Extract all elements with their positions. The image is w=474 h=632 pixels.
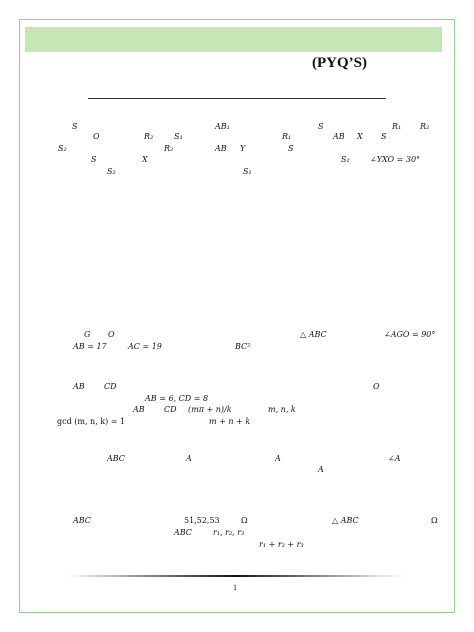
q1-symbol: X (142, 155, 148, 164)
q1-symbol: AB (215, 144, 227, 153)
q2-symbol: BC² (235, 342, 251, 351)
q2-symbol: AB = 17 (73, 342, 107, 351)
header-banner (25, 27, 442, 52)
q5-symbol: Ω (241, 516, 248, 525)
q1-symbol: S (91, 155, 97, 164)
q1-symbol: R₂ (164, 144, 174, 153)
q1-symbol: S₁ (174, 132, 183, 141)
q3-gcd-condition: gcd (m, n, k) = 1 (57, 417, 126, 426)
q3-symbol: O (373, 382, 380, 391)
q1-symbol: S (288, 144, 294, 153)
q4-symbol: ∠A (388, 454, 401, 463)
q3-symbol: CD (164, 405, 177, 414)
q4-symbol: ABC (107, 454, 125, 463)
q1-symbol: R₁ (282, 132, 292, 141)
q1-symbol: S₂ (58, 144, 67, 153)
q1-symbol: X (357, 132, 363, 141)
q1-symbol: R₂ (144, 132, 154, 141)
q3-symbol: AB (133, 405, 145, 414)
q3-symbol: CD (104, 382, 117, 391)
q4-symbol: A (186, 454, 192, 463)
q5-sum-expression: r₁ + r₂ + r₃ (259, 540, 304, 549)
q1-symbol: S₂ (107, 167, 116, 176)
q1-symbol: S (381, 132, 387, 141)
q3-symbol: AB = 6, CD = 8 (145, 394, 209, 403)
q2-symbol: AC = 19 (128, 342, 162, 351)
q1-symbol: S (318, 122, 324, 131)
q3-symbol: m + n + k (209, 417, 251, 426)
q5-symbol: r₁, r₂, r₃ (213, 528, 245, 537)
q2-symbol: △ ABC (300, 330, 327, 339)
q1-angle-condition: ∠YXO = 30° (370, 155, 421, 164)
q2-symbol: O (108, 330, 115, 339)
q1-symbol: S₂ (341, 155, 350, 164)
q1-symbol: Y (240, 144, 246, 153)
q5-symbol: △ ABC (332, 516, 359, 525)
footer-divider (66, 575, 408, 577)
q3-symbol: AB (73, 382, 85, 391)
q1-symbol: AB (333, 132, 345, 141)
q4-symbol: A (318, 465, 324, 474)
q4-symbol: A (275, 454, 281, 463)
q5-symbol: Ω (431, 516, 438, 525)
page-number: 1 (233, 583, 237, 592)
q1-symbol: AB₁ (215, 122, 230, 131)
q1-symbol: R₁ (392, 122, 402, 131)
q5-symbol: ABC (73, 516, 91, 525)
q1-symbol: R₂ (420, 122, 430, 131)
q5-symbol: ABC (174, 528, 192, 537)
q2-symbol: G (84, 330, 91, 339)
q5-numbers: 51,52,53 (184, 516, 220, 525)
q3-symbol: m, n, k (268, 405, 296, 414)
q1-symbol: O (93, 132, 100, 141)
q1-symbol: S₁ (243, 167, 252, 176)
q1-symbol: S (72, 122, 78, 131)
q2-angle-condition: ∠AGO = 90° (384, 330, 436, 339)
q3-formula: (mπ + n)/k (188, 405, 232, 414)
page-title: (PYQ’S) (312, 55, 367, 71)
title-underline (88, 98, 386, 99)
